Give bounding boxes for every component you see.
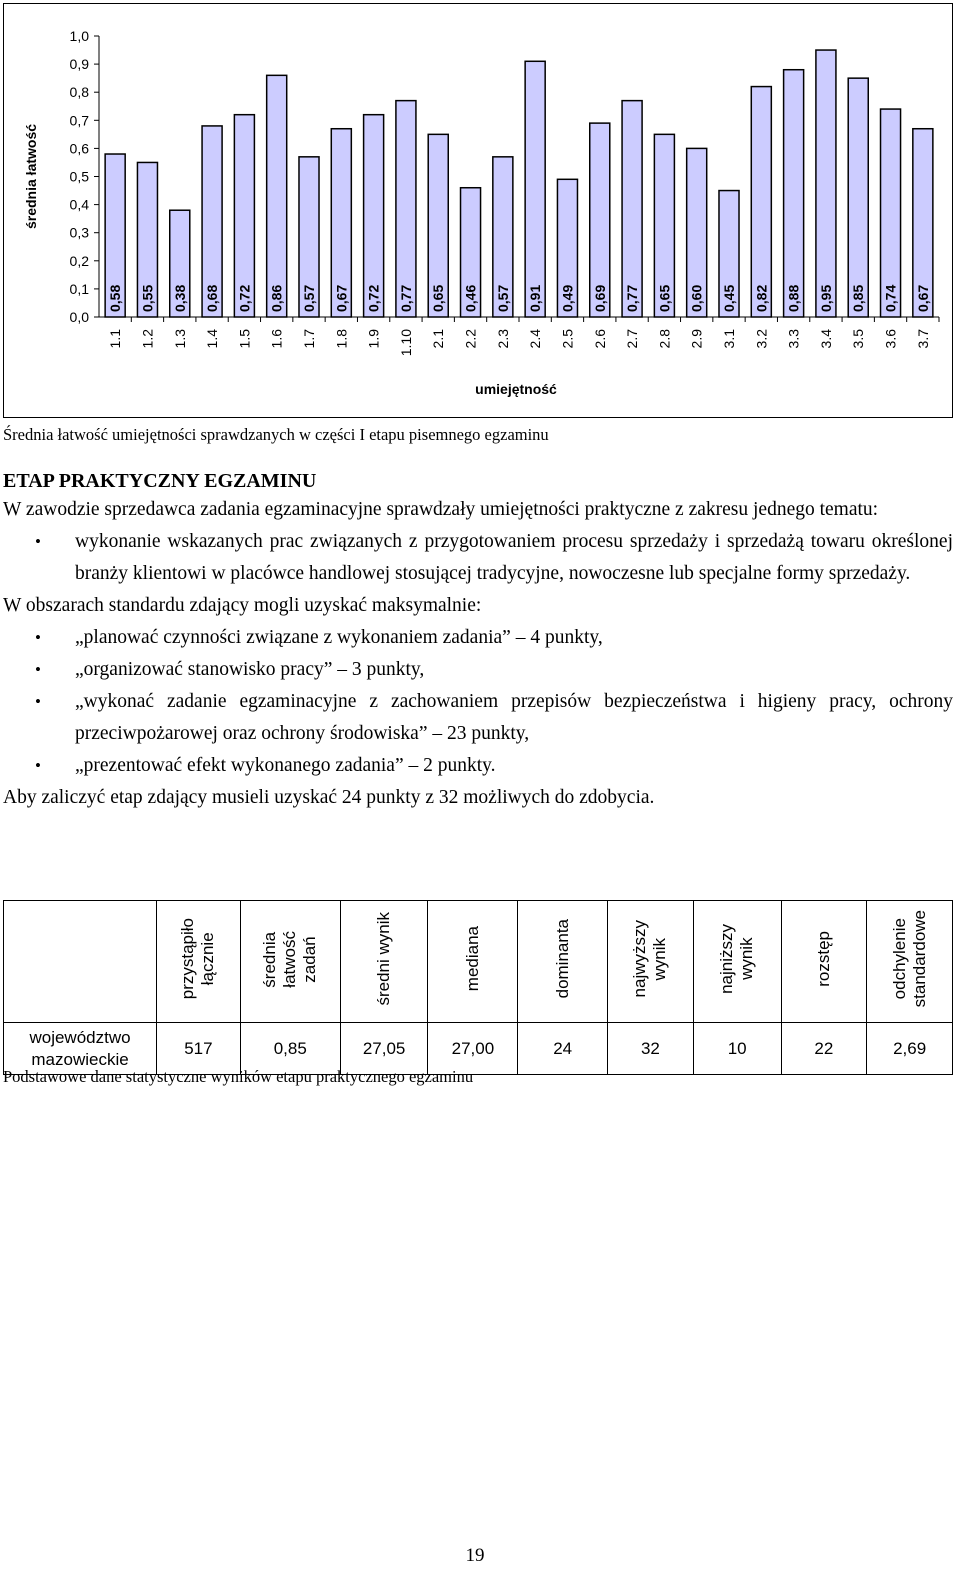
- x-tick-label: 2.2: [462, 329, 479, 349]
- table-cell: 22: [781, 1023, 867, 1075]
- table-cell: 2,69: [867, 1023, 953, 1075]
- y-axis-label: średnia łatwość: [23, 123, 39, 230]
- table-header-cell: przystąpiło łącznie: [157, 901, 241, 1023]
- y-tick-label: 0,5: [69, 168, 89, 185]
- standard-item: • „wykonać zadanie egzaminacyjne z zachowaniem przepisów bezpieczeństwa i higieny pracy, ochrony przeciwpożarowej oraz ochrony środowiska” – 23 punkty,: [3, 686, 953, 750]
- table-header-cell: mediana: [428, 901, 518, 1023]
- data-label: 0,68: [204, 284, 221, 312]
- data-label: 0,57: [494, 284, 511, 312]
- y-tick-label: 0,3: [69, 224, 89, 241]
- section-intro: W zawodzie sprzedawca zadania egzaminacyjne sprawdzały umiejętności praktyczne z zakresu jednego tematu:: [3, 499, 879, 520]
- y-tick-label: 0,9: [69, 56, 89, 73]
- table-header-cell: najniższy wynik: [693, 901, 781, 1023]
- x-tick-label: 1.3: [171, 329, 188, 349]
- data-label: 0,86: [268, 284, 285, 312]
- x-tick-label: 2.9: [688, 329, 705, 349]
- x-tick-label: 3.4: [817, 329, 834, 349]
- x-tick-label: 2.7: [624, 329, 641, 349]
- table-header-cell: średnia łatwość zadań: [240, 901, 340, 1023]
- x-tick-label: 2.4: [527, 329, 544, 349]
- x-tick-label: 2.3: [494, 329, 511, 349]
- x-tick-label: 1.8: [333, 329, 350, 349]
- x-tick-label: 2.8: [656, 329, 673, 349]
- standard-item: • „planować czynności związane z wykonaniem zadania” – 4 punkty,: [3, 622, 953, 654]
- y-tick-label: 0,1: [69, 280, 89, 297]
- data-label: 0,65: [430, 284, 447, 312]
- table-cell: 27,00: [428, 1023, 518, 1075]
- table-cell: 517: [157, 1023, 241, 1075]
- table-header-cell: odchylenie standardowe: [867, 901, 953, 1023]
- table-header-row: [4, 901, 953, 1023]
- table-cell: 10: [693, 1023, 781, 1075]
- x-tick-label: 3.5: [850, 329, 867, 349]
- data-label: 0,72: [236, 284, 253, 312]
- standards-intro: W obszarach standardu zdający mogli uzyskać maksymalnie:: [3, 595, 482, 616]
- table-header-cell: średni wynik: [340, 901, 428, 1023]
- x-tick-label: 1.1: [107, 329, 124, 349]
- standard-item: • „prezentować efekt wykonanego zadania” – 2 punkty.: [3, 750, 953, 782]
- data-label: 0,60: [688, 284, 705, 312]
- x-tick-label: 1.6: [268, 329, 285, 349]
- data-label: 0,49: [559, 284, 576, 312]
- y-tick-label: 0,0: [69, 309, 89, 325]
- table-caption: Podstawowe dane statystyczne wyników etapu praktycznego egzaminu: [3, 1067, 474, 1086]
- y-tick-label: 0,8: [69, 84, 89, 101]
- page-number: 19: [465, 1545, 485, 1566]
- data-label: 0,38: [171, 284, 188, 312]
- y-tick-label: 0,7: [69, 112, 89, 129]
- bar: [396, 101, 416, 317]
- topic-item: • wykonanie wskazanych prac związanych z przygotowaniem procesu sprzedaży i sprzedażą towaru określonej branży klientowi w placówce handlowej stosującej tradycyjne, nowoczesne lub specjalne formy sprzedaży.: [3, 526, 953, 590]
- row-label: województwo mazowieckie: [4, 1023, 157, 1075]
- data-label: 0,69: [591, 284, 608, 312]
- data-label: 0,57: [301, 284, 317, 312]
- table-header-cell: dominanta: [518, 901, 608, 1023]
- bar: [816, 50, 836, 317]
- bar: [848, 78, 868, 317]
- y-tick-label: 0,4: [69, 196, 89, 213]
- pass-note: Aby zaliczyć etap zdający musieli uzyskać 24 punkty z 32 możliwych do zdobycia.: [3, 787, 655, 808]
- table-cell: 24: [518, 1023, 608, 1075]
- standards-list: [3, 622, 953, 782]
- x-tick-label: 3.7: [914, 329, 931, 349]
- x-tick-label: 1.10: [397, 329, 414, 357]
- x-tick-label: 3.2: [753, 329, 770, 349]
- bar: [751, 87, 771, 317]
- data-label: 0,88: [785, 284, 802, 312]
- bullet-icon: •: [35, 756, 41, 775]
- section-heading: ETAP PRAKTYCZNY EGZAMINU: [3, 470, 317, 492]
- data-label: 0,85: [850, 284, 867, 312]
- standard-item: • „organizować stanowisko pracy” – 3 punkty,: [3, 654, 953, 686]
- bar: [267, 75, 287, 317]
- x-tick-label: 3.6: [882, 329, 899, 349]
- x-tick-label: 1.7: [301, 329, 317, 349]
- x-tick-label: 1.2: [139, 329, 156, 349]
- table-cell: 27,05: [340, 1023, 428, 1075]
- practical-stage-section: [3, 468, 953, 814]
- data-label: 0,58: [107, 284, 124, 312]
- x-tick-label: 3.1: [721, 329, 737, 349]
- bar-chart: [4, 4, 952, 417]
- data-label: 0,46: [462, 284, 479, 312]
- data-label: 0,74: [882, 284, 899, 312]
- data-label: 0,55: [139, 284, 156, 312]
- data-label: 0,72: [365, 284, 382, 312]
- x-tick-label: 1.5: [236, 329, 253, 349]
- table-cell: 32: [608, 1023, 694, 1075]
- stats-table: [3, 900, 953, 1075]
- data-label: 0,77: [624, 284, 641, 312]
- x-tick-label: 2.5: [559, 329, 576, 349]
- y-tick-label: 0,2: [69, 252, 89, 269]
- chart-caption: Średnia łatwość umiejętności sprawdzanych w części I etapu pisemnego egzaminu: [3, 425, 549, 444]
- data-label: 0,65: [656, 284, 673, 312]
- bar: [525, 61, 545, 317]
- data-label: 0,67: [914, 284, 931, 312]
- x-tick-label: 2.6: [591, 329, 608, 349]
- data-label: 0,82: [753, 284, 770, 312]
- x-tick-label: 1.4: [204, 329, 221, 349]
- data-label: 0,77: [397, 284, 414, 312]
- data-label: 0,45: [721, 284, 737, 312]
- table-corner-cell: [4, 901, 157, 1023]
- bullet-icon: •: [35, 532, 41, 551]
- y-tick-label: 1,0: [69, 28, 89, 44]
- data-label: 0,67: [333, 284, 350, 312]
- bullet-icon: •: [35, 692, 41, 711]
- x-tick-label: 1.9: [365, 329, 382, 349]
- bullet-icon: •: [35, 628, 41, 647]
- x-axis-label: umiejętność: [475, 381, 557, 397]
- topic-list: [3, 526, 953, 590]
- table-header-cell: najwyższy wynik: [608, 901, 694, 1023]
- table-cell: 0,85: [240, 1023, 340, 1075]
- bullet-icon: •: [35, 660, 41, 679]
- bar: [622, 101, 642, 317]
- table-header-cell: rozstęp: [781, 901, 867, 1023]
- y-tick-label: 0,6: [69, 140, 89, 157]
- data-label: 0,95: [817, 284, 834, 312]
- bar: [784, 70, 804, 317]
- x-tick-label: 2.1: [430, 329, 447, 349]
- chart-frame: [3, 3, 953, 418]
- x-tick-label: 3.3: [785, 329, 802, 349]
- data-label: 0,91: [527, 284, 544, 312]
